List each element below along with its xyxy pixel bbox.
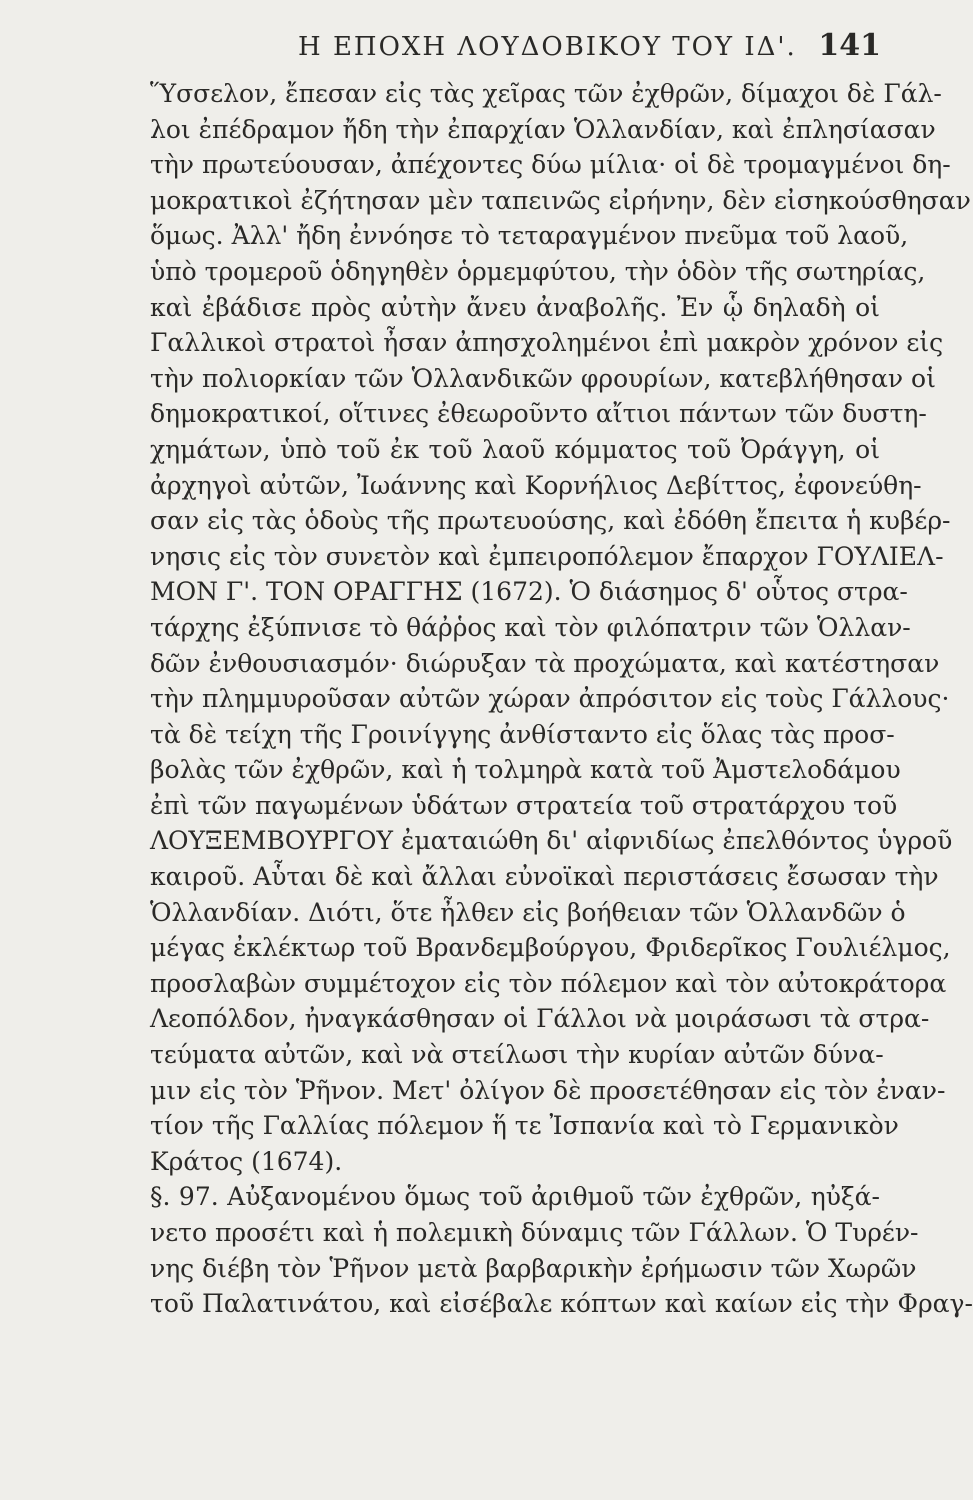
text-line: μοκρατικοὶ ἐζήτησαν μὲν ταπεινῶς εἰρήνην, δὲν εἰσηκούσθησαν (150, 185, 971, 215)
text-line: ἐπὶ τῶν παγωμένων ὑδάτων στρατεία τοῦ στρατάρχου τοῦ (150, 790, 898, 820)
text-line: ἀρχηγοὶ αὐτῶν, Ἰωάννης καὶ Κορνήλιος Δεβίττος, ἐφονεύθη- (150, 470, 922, 500)
page-header (130, 26, 881, 70)
text-line: δῶν ἐνθουσιασμόν· διώρυξαν τὰ προχώματα, καὶ κατέστησαν (150, 648, 940, 678)
text-line: τοῦ Παλατινάτου, καὶ εἰσέβαλε κόπτων καὶ καίων εἰς τὴν Φραγ- (150, 1289, 973, 1319)
text-line: ὑπὸ τρομεροῦ ὁδηγηθὲν ὁρμεμφύτου, τὴν ὁδὸν τῆς σωτηρίας, (150, 256, 926, 286)
text-line: ΜΟΝ Γ'. ΤΟΝ ΟΡΑΓΓΗΣ (1672). Ὁ διάσημος δ' οὗτος στρα- (150, 577, 908, 607)
text-line: τὴν πρωτεύουσαν, ἀπέχοντες δύω μίλια· οἱ δὲ τρομαγμένοι δη- (150, 150, 951, 180)
text-line: §. 97. Αὐξανομένου ὅμως τοῦ ἀριθμοῦ τῶν ἐχθρῶν, ηὐξά- (150, 1182, 880, 1212)
text-line: μιν εἰς τὸν Ῥῆνον. Μετ' ὀλίγον δὲ προσετέθησαν εἰς τὸν ἐναν- (150, 1075, 946, 1105)
text-line: νης διέβη τὸν Ῥῆνον μετὰ βαρβαρικὴν ἐρήμωσιν τῶν Χωρῶν (150, 1253, 917, 1283)
page-number: 141 (818, 28, 881, 63)
text-line: χημάτων, ὑπὸ τοῦ ἐκ τοῦ λαοῦ κόμματος τοῦ Ὀράγγη, οἱ (150, 434, 880, 464)
text-line: ΛΟΥΞΕΜΒΟΥΡΓΟΥ ἐματαιώθη δι' αἰφνιδίως ἐπελθόντος ὑγροῦ (150, 826, 953, 856)
text-line: τίον τῆς Γαλλίας πόλεμον ἥ τε Ἰσπανία καὶ τὸ Γερμανικὸν (150, 1111, 899, 1141)
text-line: προσλαβὼν συμμέτοχον εἰς τὸν πόλεμον καὶ τὸν αὐτοκράτορα (150, 968, 947, 998)
text-line: τὴν πολιορκίαν τῶν Ὁλλανδικῶν φρουρίων, κατεβλήθησαν οἱ (150, 363, 936, 393)
text-line: Γαλλικοὶ στρατοὶ ἦσαν ἀπησχολημένοι ἐπὶ μακρὸν χρόνον εἰς (150, 328, 944, 358)
text-line: νησις εἰς τὸν συνετὸν καὶ ἐμπειροπόλεμον ἔπαρχον ΓΟΥΛΙΕΛ- (150, 541, 944, 571)
text-line: τάρχης ἐξύπνισε τὸ θάῤῥος καὶ τὸν φιλόπατριν τῶν Ὁλλαν- (150, 612, 911, 642)
text-line: Κράτος (1674). (150, 1146, 343, 1176)
text-body (150, 76, 973, 1322)
text-line: Λεοπόλδον, ἠναγκάσθησαν οἱ Γάλλοι νὰ μοιράσωσι τὰ στρα- (150, 1004, 930, 1034)
text-line: νετο προσέτι καὶ ἡ πολεμικὴ δύναμις τῶν Γάλλων. Ὁ Τυρέν- (150, 1218, 919, 1247)
text-line: βολὰς τῶν ἐχθρῶν, καὶ ἡ τολμηρὰ κατὰ τοῦ Ἀμστελοδάμου (150, 755, 901, 785)
text-line: Ὕσσελον, ἔπεσαν εἰς τὰς χεῖρας τῶν ἐχθρῶν, δίμαχοι δὲ Γάλ- (150, 79, 942, 108)
text-line: καιροῦ. Αὗται δὲ καὶ ἄλλαι εὐνοϊκαὶ περιστάσεις ἔσωσαν τὴν (150, 862, 939, 892)
text-line: τεύματα αὐτῶν, καὶ νὰ στείλωσι τὴν κυρίαν αὐτῶν δύνα- (150, 1040, 884, 1070)
text-line: μέγας ἐκλέκτωρ τοῦ Βρανδεμβούργου, Φριδερῖκος Γουλιέλμος, (150, 933, 951, 963)
running-head: Η ΕΠΟΧΗ ΛΟΥΔΟΒΙΚΟΥ ΤΟΥ ΙΔ'. (298, 32, 797, 62)
text-line: σαν εἰς τὰς ὁδοὺς τῆς πρωτευούσης, καὶ ἐδόθη ἔπειτα ἡ κυβέρ- (150, 506, 951, 536)
text-line: Ὁλλανδίαν. Διότι, ὅτε ἦλθεν εἰς βοήθειαν τῶν Ὁλλανδῶν ὁ (150, 897, 906, 927)
text-line: τὴν πλημμυροῦσαν αὐτῶν χώραν ἀπρόσιτον εἰς τοὺς Γάλλους· (150, 684, 950, 714)
text-line: ὅμως. Ἀλλ' ἤδη ἐννόησε τὸ τεταραγμένον πνεῦμα τοῦ λαοῦ, (150, 221, 909, 251)
text-line: καὶ ἐβάδισε πρὸς αὐτὴν ἄνευ ἀναβολῆς. Ἐν ᾧ δηλαδὴ οἱ (150, 292, 880, 322)
text-line: λοι ἐπέδραμον ἤδη τὴν ἐπαρχίαν Ὁλλανδίαν, καὶ ἐπλησίασαν (150, 114, 936, 144)
text-line: τὰ δὲ τείχη τῆς Γροινίγγης ἀνθίσταντο εἰς ὅλας τὰς προσ- (150, 719, 895, 749)
text-line: δημοκρατικοί, οἵτινες ἐθεωροῦντο αἴτιοι πάντων τῶν δυστη- (150, 399, 927, 429)
